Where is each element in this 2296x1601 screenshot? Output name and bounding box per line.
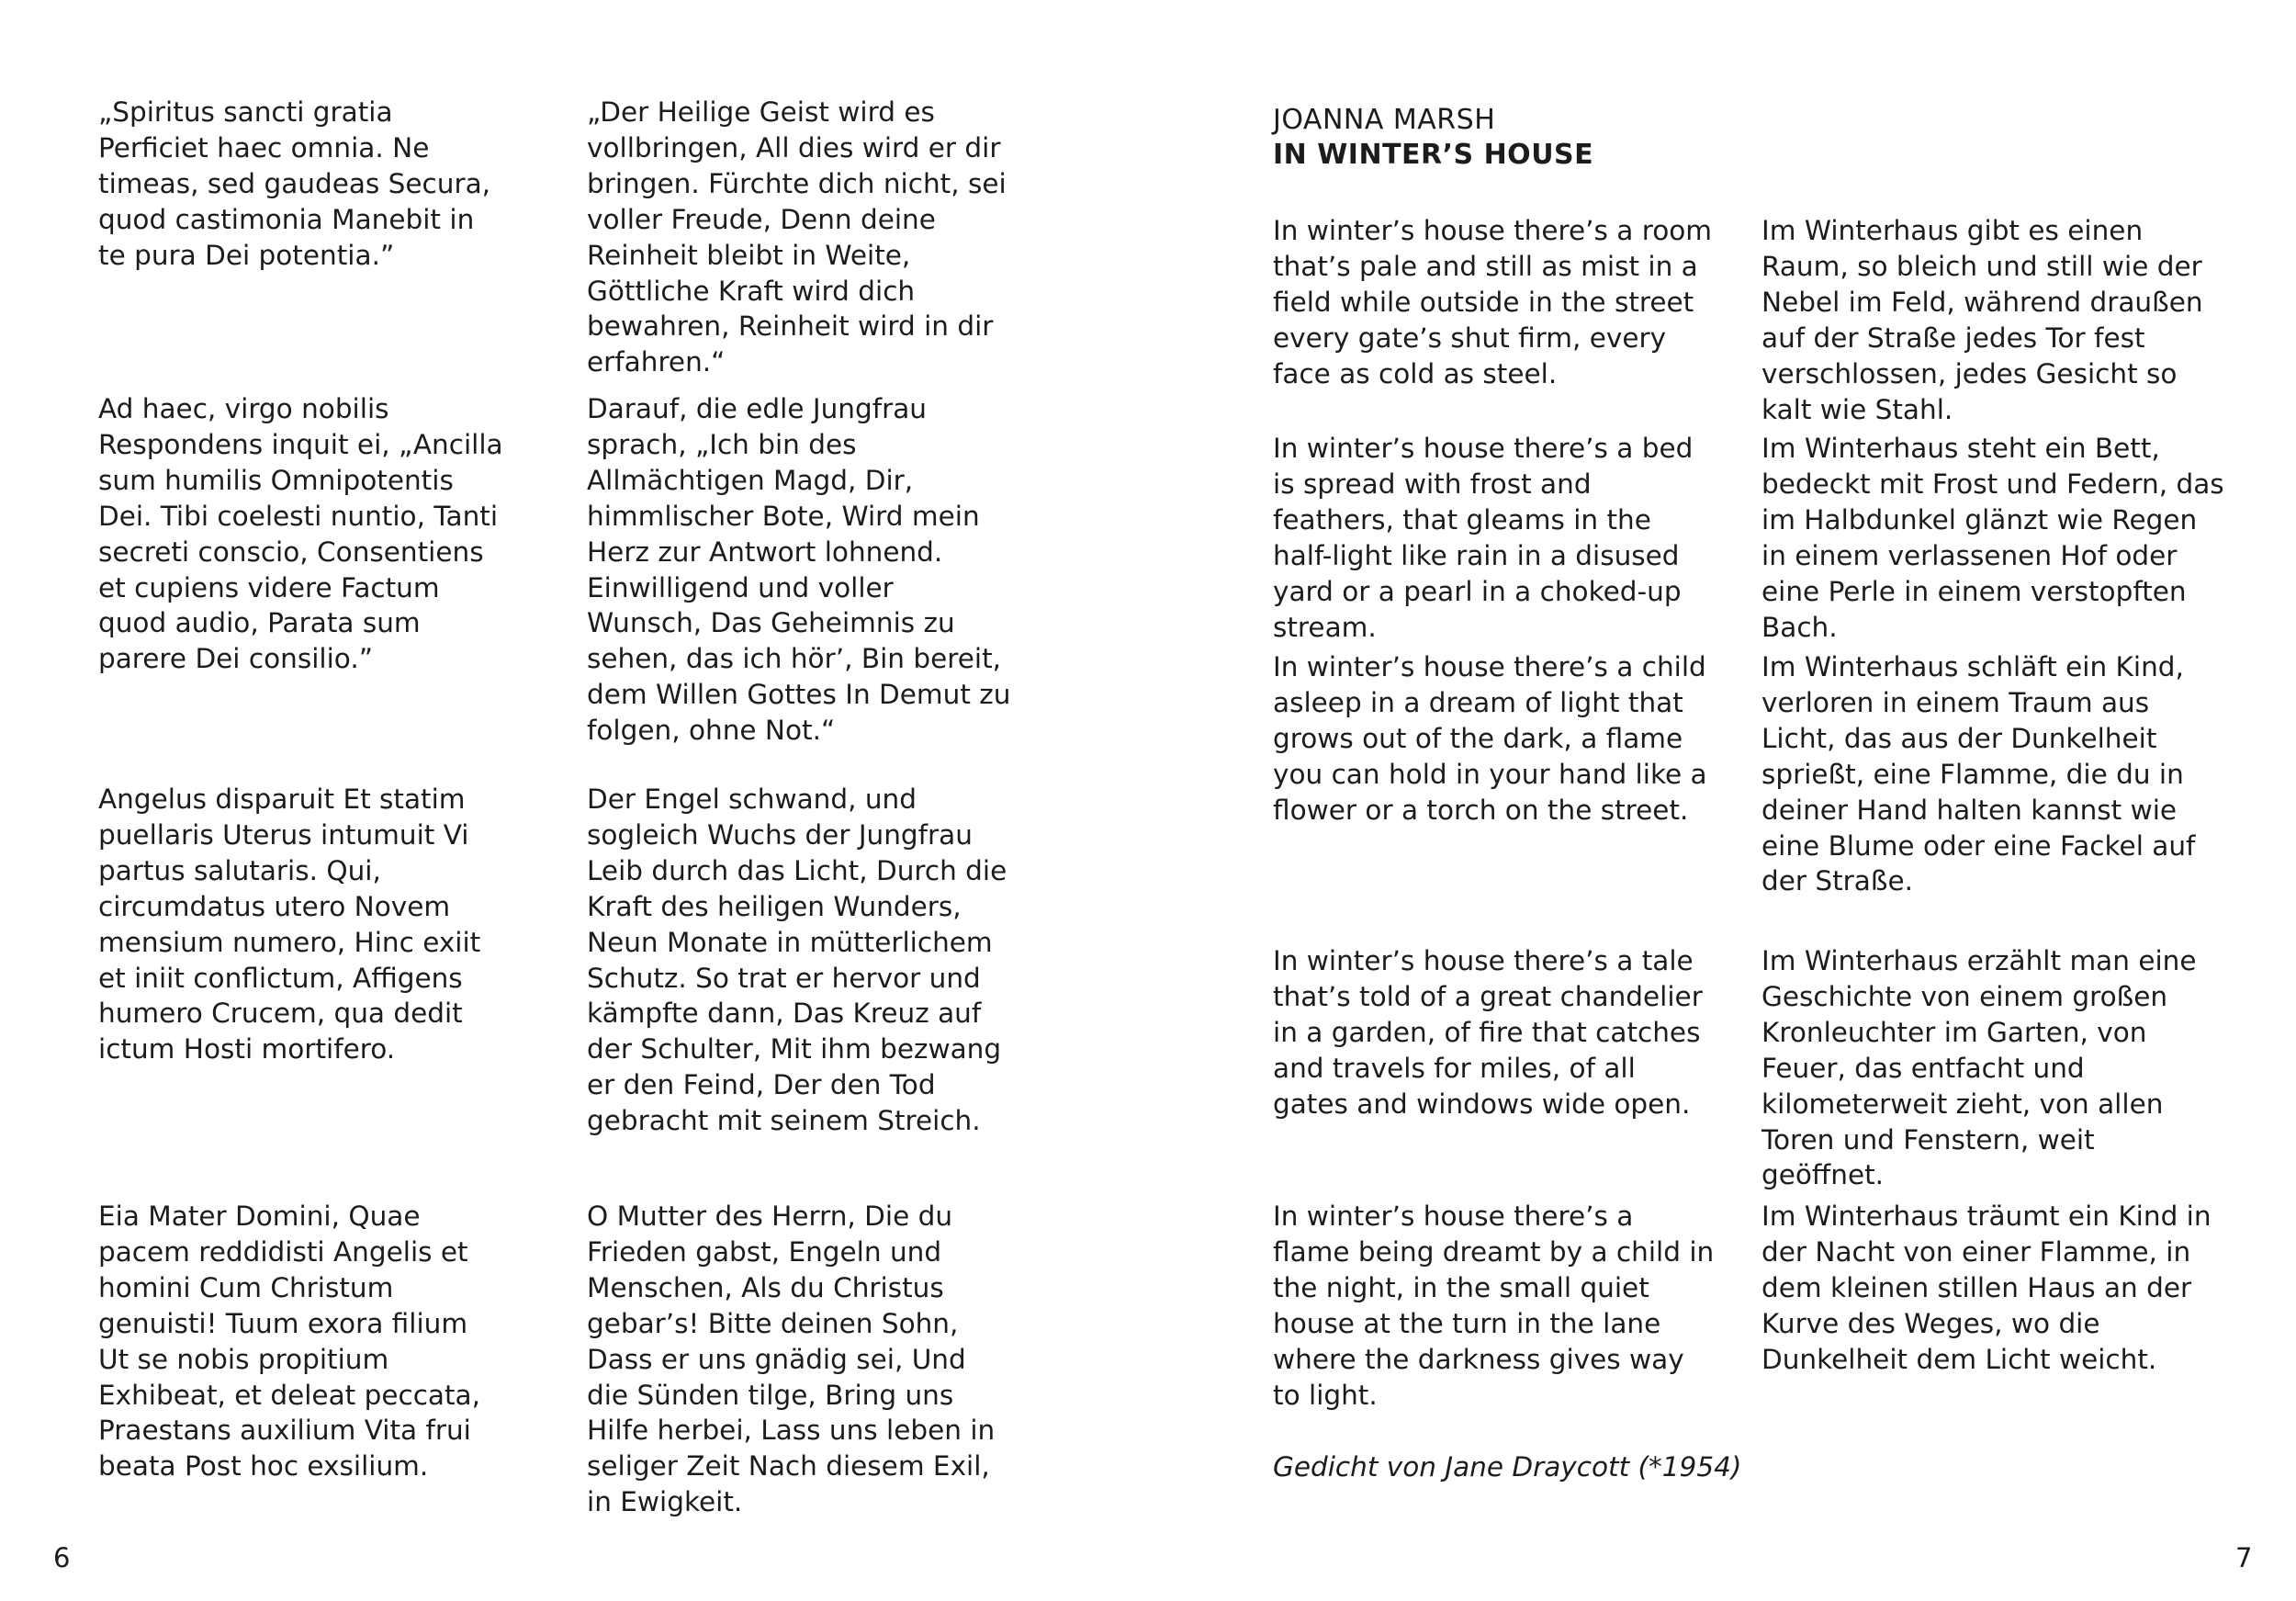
german-stanza-2: Darauf, die edle Jungfrau sprach, „Ich bin des Allmächtigen Magd, Dir, himmlischer Bote, Wird mein Herz zur Antwort lohnend. Einwilligend und voller Wunsch, Das Geheimnis zu sehen, das ich hör’, Bin bereit, dem Willen Gottes In Demut zu folgen, ohne Not.“ — [587, 393, 1011, 747]
german-poem-stanza-5: Im Winterhaus träumt ein Kind in der Nacht von einer Flamme, in dem kleinen stillen Haus an der Kurve des Weges, wo die Dunkelheit dem Licht weicht. — [1761, 1201, 2212, 1375]
page-number-right: 7 — [2235, 1542, 2253, 1573]
poem-heading — [1273, 103, 1593, 173]
german-poem-stanza-3: Im Winterhaus schläft ein Kind, verloren in einem Traum aus Licht, das aus der Dunkelheit sprießt, eine Flamme, die du in deiner Hand halten kannst wie eine Blume oder eine Fackel auf der Straße. — [1761, 651, 2196, 897]
german-stanza-4: O Mutter des Herrn, Die du Frieden gabst, Engeln und Menschen, Als du Christus gebar’s! Bitte deinen Sohn, Dass er uns gnädig sei, Und die Sünden tilge, Bring uns Hilfe herbei, Lass uns leben in seliger Zeit Nach diesem Exil, in Ewigkeit. — [587, 1201, 996, 1518]
poem-title: IN WINTER’S HOUSE — [1273, 139, 1594, 171]
english-stanza-4: In winter’s house there’s a tale that’s told of a great chandelier in a garden, of fire that catches and travels for miles, of all gates and windows wide open. — [1273, 945, 1703, 1120]
german-stanza-1: „Der Heilige Geist wird es vollbringen, All dies wird er dir bringen. Fürchte dich nicht, sei voller Freude, Denn deine Reinheit bleibt in Weite, Göttliche Kraft wird dich bewahren, Reinheit wird in dir erfahren.“ — [587, 96, 1007, 378]
german-poem-stanza-2: Im Winterhaus steht ein Bett, bedeckt mit Frost und Federn, das im Halbdunkel glänzt wie Regen in einem verlassenen Hof oder eine Perle in einem verstopften Bach. — [1761, 433, 2224, 643]
english-stanza-5: In winter’s house there’s a flame being dreamt by a child in the night, in the small quiet house at the turn in the lane where the darkness gives way to light. — [1273, 1201, 1715, 1411]
page-number-left: 6 — [53, 1542, 71, 1573]
german-stanza-3: Der Engel schwand, und sogleich Wuchs der Jungfrau Leib durch das Licht, Durch die Kraft des heiligen Wunders, Neun Monate in mütterlichem Schutz. So trat er hervor und kämpfte dann, Das Kreuz auf der Schulter, Mit ihm bezwang er den Feind, Der den Tod gebracht mit seinem Streich. — [587, 784, 1007, 1137]
poem-credit: Gedicht von Jane Draycott (*1954) — [1273, 1451, 1742, 1483]
german-poem-stanza-4: Im Winterhaus erzählt man eine Geschichte von einem großen Kronleuchter im Garten, von Feuer, das entfacht und kilometerweit zieht, von allen Toren und Fenstern, weit geöffnet. — [1761, 945, 2197, 1191]
german-poem-stanza-1: Im Winterhaus gibt es einen Raum, so bleich und still wie der Nebel im Feld, während draußen auf der Straße jedes Tor fest verschlossen, jedes Gesicht so kalt wie Stahl. — [1761, 215, 2203, 425]
english-stanza-1: In winter’s house there’s a room that’s pale and still as mist in a field while outside in the street every gate’s shut firm, every face as cold as steel. — [1273, 215, 1713, 389]
composer-name: JOANNA MARSH — [1273, 104, 1496, 136]
latin-stanza-1: „Spiritus sancti gratia Perficiet haec omnia. Ne timeas, sed gaudeas Secura, quod castimonia Manebit in te pura Dei potentia.” — [98, 96, 491, 271]
latin-stanza-4: Eia Mater Domini, Quae pacem reddidisti Angelis et homini Cum Christum genuisti! Tuum exora filium Ut se nobis propitium Exhibeat, et deleat peccata, Praestans auxilium Vita frui beata Post hoc exsilium. — [98, 1201, 481, 1483]
english-stanza-3: In winter’s house there’s a child asleep in a dream of light that grows out of the dark, a flame you can hold in your hand like a flower or a torch on the street. — [1273, 651, 1707, 826]
latin-stanza-2: Ad haec, virgo nobilis Respondens inquit ei, „Ancilla sum humilis Omnipotentis Dei. Tibi coelesti nuntio, Tanti secreti conscio, Consentiens et cupiens videre Factum quod audio, Parata sum parere Dei consilio.” — [98, 393, 503, 675]
latin-stanza-3: Angelus disparuit Et statim puellaris Uterus intumuit Vi partus salutaris. Qui, circumdatus utero Novem mensium numero, Hinc exiit et iniit conflictum, Affigens humero Crucem, qua dedit ictum Hosti mortifero. — [98, 784, 481, 1065]
english-stanza-2: In winter’s house there’s a bed is spread with frost and feathers, that gleams in the half-light like rain in a disused yard or a pearl in a choked-up stream. — [1273, 433, 1694, 643]
